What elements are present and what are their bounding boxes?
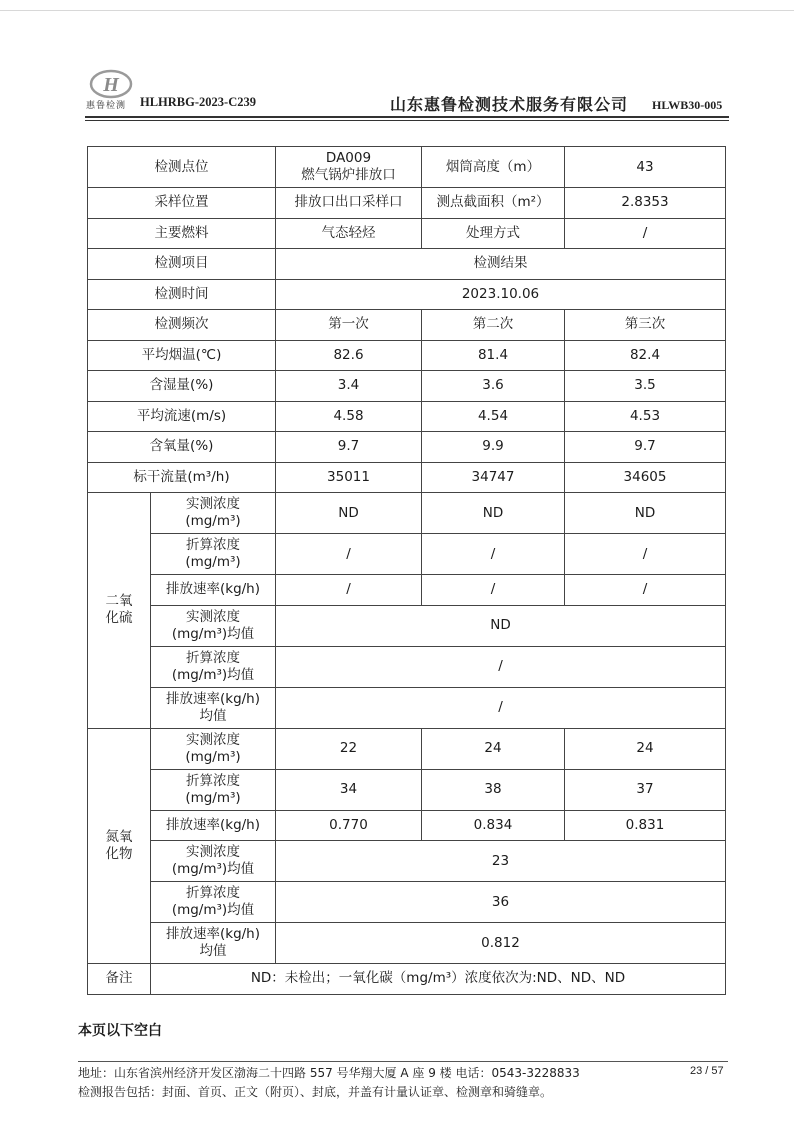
treatment-label: 处理方式: [422, 218, 565, 249]
cell: 24: [565, 728, 726, 769]
cell: 9.7: [565, 432, 726, 463]
company-name: 山东惠鲁检测技术服务有限公司: [390, 95, 629, 114]
sub-label-2: (mg/m³): [185, 554, 241, 570]
cell: ND: [276, 493, 422, 534]
treatment-value: /: [565, 218, 726, 249]
time-value: 2023.10.06: [276, 279, 726, 310]
time-label: 检测时间: [88, 279, 276, 310]
cell: ND: [422, 493, 565, 534]
cell: 37: [565, 769, 726, 810]
so2-name-2: 化硫: [105, 610, 133, 627]
table-row: [88, 371, 726, 402]
area-value: 2.8353: [565, 188, 726, 219]
cell: 34605: [565, 462, 726, 493]
table-row: [88, 147, 726, 188]
area-label: 测点截面积（m²）: [422, 188, 565, 219]
sub-label-1: 实测浓度: [186, 496, 240, 512]
row-label: 标干流量(m³/h): [88, 462, 276, 493]
sub-label-2: 均值: [199, 707, 227, 724]
stack-height-label: 烟筒高度（m）: [422, 147, 565, 188]
table-row: [88, 310, 726, 341]
cell: 82.4: [565, 340, 726, 371]
cell: 0.834: [422, 810, 565, 841]
table-row: [88, 493, 726, 534]
sub-label-2: (mg/m³)均值: [171, 902, 255, 918]
sub-label-1: 排放速率(kg/h): [165, 926, 261, 942]
header-rule-thin: [85, 120, 729, 121]
result-label: 检测结果: [276, 249, 726, 280]
report-number: HLHRBG-2023-C239: [140, 95, 256, 109]
sub-label-2: (mg/m³)均值: [171, 666, 255, 683]
table-row: [88, 401, 726, 432]
table-row: [88, 769, 726, 810]
footer-address: 地址：山东省滨州经济开发区渤海二十四路 557 号华翔大厦 A 座 9 楼 电话：0543-3228833: [78, 1066, 580, 1080]
cell: 4.53: [565, 401, 726, 432]
logo-subtitle: 惠鲁检测: [86, 101, 127, 111]
table-row: [88, 964, 726, 995]
sampling-position-label: 采样位置: [88, 188, 276, 219]
sub-label: [151, 687, 276, 728]
freq-2: 第二次: [422, 310, 565, 341]
row-label: 含氧量(%): [88, 432, 276, 463]
nox-name-1: 氮氧: [105, 828, 133, 845]
fuel-value: 气态轻烃: [276, 218, 422, 249]
sub-label-1: 折算浓度: [186, 772, 240, 789]
table-row: [88, 534, 726, 575]
sub-label-2: (mg/m³): [185, 748, 241, 765]
sub-label: [151, 646, 276, 687]
avg-cell: /: [276, 687, 726, 728]
table-row: [88, 810, 726, 841]
sub-label: 排放速率(kg/h): [151, 575, 276, 606]
nox-name-2: 化物: [105, 845, 133, 862]
fuel-label: 主要燃料: [88, 218, 276, 249]
table-row: [88, 218, 726, 249]
table-row: [88, 279, 726, 310]
page-number: 23 / 57: [690, 1065, 724, 1077]
table-row: [88, 841, 726, 882]
avg-cell: ND: [276, 605, 726, 646]
item-label: 检测项目: [88, 249, 276, 280]
cell: 9.9: [422, 432, 565, 463]
sub-label-1: 实测浓度: [186, 731, 240, 748]
table-row: [88, 923, 726, 964]
point-code: DA009: [325, 150, 372, 166]
cell: 3.4: [276, 371, 422, 402]
avg-cell: /: [276, 646, 726, 687]
cell: 3.5: [565, 371, 726, 402]
table-row: [88, 462, 726, 493]
sub-label: [151, 605, 276, 646]
sub-label: [151, 882, 276, 923]
sub-label-2: (mg/m³): [185, 789, 241, 806]
sub-label-1: 实测浓度: [186, 844, 240, 860]
stack-height-value: 43: [565, 147, 726, 188]
sub-label-2: (mg/m³)均值: [171, 861, 255, 877]
sub-label: 排放速率(kg/h): [151, 810, 276, 841]
row-label: 含湿量(%): [88, 371, 276, 402]
cell: /: [276, 575, 422, 606]
document-code: HLWB30-005: [652, 98, 723, 112]
cell: 22: [276, 728, 422, 769]
row-label: 平均流速(m/s): [88, 401, 276, 432]
table-row: [88, 188, 726, 219]
so2-name-1: 二氧: [105, 593, 133, 610]
sub-label: [151, 534, 276, 575]
cell: 4.54: [422, 401, 565, 432]
cell: 35011: [276, 462, 422, 493]
cell: 81.4: [422, 340, 565, 371]
table-row: [88, 575, 726, 606]
table-row: [88, 340, 726, 371]
freq-3: 第三次: [565, 310, 726, 341]
sub-label-1: 排放速率(kg/h): [165, 690, 261, 707]
avg-cell: 36: [276, 882, 726, 923]
table-row: [88, 432, 726, 463]
sub-label: [151, 728, 276, 769]
sub-label: [151, 841, 276, 882]
table-row: [88, 687, 726, 728]
table-row: [88, 646, 726, 687]
sub-label-1: 折算浓度: [186, 537, 240, 553]
remark-label: 备注: [88, 964, 151, 995]
cell: 4.58: [276, 401, 422, 432]
cell: 24: [422, 728, 565, 769]
footer-contents: 检测报告包括：封面、首页、正文（附页）、封底，并盖有计量认证章、检测章和骑缝章。: [78, 1085, 553, 1099]
so2-group-label: [88, 493, 151, 729]
cell: /: [276, 534, 422, 575]
cell: /: [422, 575, 565, 606]
sampling-position-value: 排放口出口采样口: [276, 188, 422, 219]
cell: /: [565, 575, 726, 606]
avg-cell: 0.812: [276, 923, 726, 964]
freq-1: 第一次: [276, 310, 422, 341]
nox-group-label: [88, 728, 151, 964]
cell: /: [422, 534, 565, 575]
sub-label: [151, 923, 276, 964]
freq-label: 检测频次: [88, 310, 276, 341]
cell: 3.6: [422, 371, 565, 402]
table-row: [88, 728, 726, 769]
cell: 38: [422, 769, 565, 810]
logo-letter: H: [103, 74, 119, 96]
avg-cell: 23: [276, 841, 726, 882]
cell: 9.7: [276, 432, 422, 463]
cell: 0.770: [276, 810, 422, 841]
sub-label-2: (mg/m³)均值: [171, 625, 255, 642]
cell: 34747: [422, 462, 565, 493]
sub-label-1: 折算浓度: [186, 885, 240, 901]
header-rule: [85, 116, 729, 118]
table-row: [88, 882, 726, 923]
sub-label-1: 实测浓度: [186, 608, 240, 625]
point-desc: 燃气锅炉排放口: [301, 167, 396, 183]
cell: 82.6: [276, 340, 422, 371]
cell: /: [565, 534, 726, 575]
sub-label: [151, 769, 276, 810]
sub-label-2: (mg/m³): [185, 513, 241, 529]
row-label: 平均烟温(℃): [88, 340, 276, 371]
emission-test-table: [87, 146, 726, 995]
cell: ND: [565, 493, 726, 534]
sub-label-1: 折算浓度: [186, 649, 240, 666]
footer-rule: [78, 1061, 728, 1062]
cell: 0.831: [565, 810, 726, 841]
blank-below-note: 本页以下空白: [78, 1023, 162, 1039]
point-label: 检测点位: [88, 147, 276, 188]
sub-label: [151, 493, 276, 534]
top-divider: [0, 10, 794, 11]
table-row: [88, 249, 726, 280]
remark-value: ND：未检出；一氧化碳（mg/m³）浓度依次为:ND、ND、ND: [151, 964, 726, 995]
cell: 34: [276, 769, 422, 810]
sub-label-2: 均值: [199, 943, 227, 959]
point-value: [276, 147, 422, 188]
table-row: [88, 605, 726, 646]
